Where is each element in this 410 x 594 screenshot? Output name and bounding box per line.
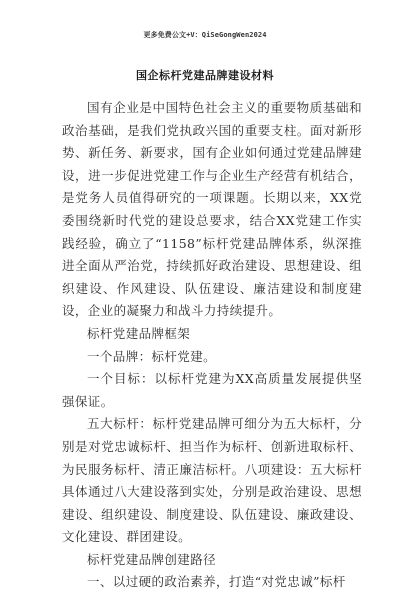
paragraph-section-one: 一、以过硬的政治素养，打造“对党忠诚”标杆 xyxy=(87,574,346,590)
paragraph-goal: 一个目标：以标杆党建为XX高质量发展提供坚强保证。 xyxy=(62,371,362,409)
document-title: 国企标杆党建品牌建设材料 xyxy=(136,69,274,82)
header-note: 更多免费公文+V：QiSeGongWen2024 xyxy=(143,31,267,39)
document-body xyxy=(62,97,362,594)
paragraph-intro: 国有企业是中国特色社会主义的重要物质基础和政治基础，是我们党执政兴国的重要支柱。面对新形势、新任务、新要求，国有企业如何通过党建品牌建设，进一步促进党建工作与企业生产经营有机结合，是党务人员值得研究的一项课题。长期以来，XX党委围绕新时代党的建设总要求，结合XX党建工作实践经验，确立了“1158”标杆党建品牌体系，纵深推进全面从严治党，持续抓好政治建设、思想建设、组织建设、作风建设、队伍建设、廉洁建设和制度建设，企业的凝聚力和战斗力持续提升。 xyxy=(62,100,362,319)
paragraph-path-heading: 标杆党建品牌创建路径 xyxy=(87,551,217,567)
paragraph-brand: 一个品牌：标杆党建。 xyxy=(87,348,217,364)
paragraph-five-benchmarks: 五大标杆：标杆党建品牌可细分为五大标杆，分别是对党忠诚标杆、担当作为标杆、创新进取标杆、为民服务标杆、清正廉洁标杆。八项建设：五大标杆具体通过八大建设落到实处，分别是政治建设、思想建设、组织建设、制度建设、队伍建设、廉政建设、文化建设、群团建设。 xyxy=(62,416,362,545)
paragraph-framework-heading: 标杆党建品牌框架 xyxy=(87,325,191,341)
